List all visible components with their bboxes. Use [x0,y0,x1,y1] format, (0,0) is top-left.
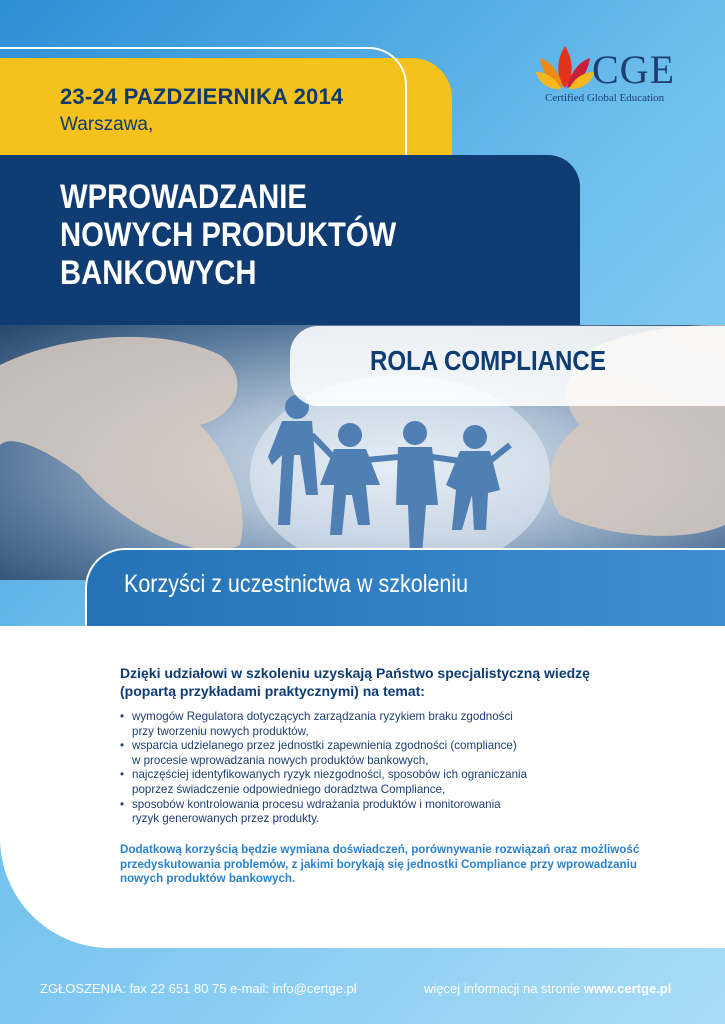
list-item-line: • najczęściej identyfikowanych ryzyk niezgodności, sposobów ich ograniczania [132,768,528,782]
page-title [60,178,464,292]
website-link[interactable]: www.certge.pl [583,981,672,996]
title-line-2: NOWYCH PRODUKTÓW [60,216,397,254]
footer-more-info [424,981,671,996]
extra-line-2: przedyskutowania problemów, z jakimi borykają się jednostki Compliance przy wprowadzaniu [120,857,637,871]
more-info-label: więcej informacji na stronie [424,981,581,996]
list-item [120,739,590,768]
list-item [120,710,590,739]
additional-benefit [120,843,680,887]
footer-contact: ZGŁOSZENIA: fax 22 651 80 75 e-mail: info@certge.pl [40,981,357,996]
list-item [120,768,590,797]
extra-line-1: Dodatkową korzyścią będzie wymiana doświadczeń, porównywanie rozwiązań oraz możliwość [120,843,640,856]
benefits-lead [120,664,680,700]
extra-line-3: nowych produktów bankowych. [120,872,296,886]
benefits-list [120,710,590,827]
lotus-logo-icon [536,44,594,90]
benefits-heading: Korzyści z uczestnictwa w szkoleniu [124,570,469,598]
lead-line-2: (popartą przykładami praktycznymi) na temat: [120,683,425,699]
list-item-line: ryzyk generowanych przez produkty. [132,812,320,826]
logo-subtitle: Certified Global Education [545,92,665,104]
logo-wordmark: CGE [592,47,675,92]
event-date: 23-24 PAZDZIERNIKA 2014 [60,84,344,109]
event-city: Warszawa, [60,114,154,135]
list-item-line: • wymogów Regulatora dotyczących zarządzania ryzykiem braku zgodności [132,710,513,723]
list-item-line: w procesie wprowadzania nowych produktów bankowych, [132,753,429,767]
list-item-line: poprzez świadczenie odpowiedniego doradztwa Compliance, [132,782,446,796]
title-line-1: WPROWADZANIE [60,178,307,216]
lead-line-1: Dzięki udziałowi w szkoleniu uzyskają Państwo specjalistyczną wiedzę [120,665,590,681]
list-item-line: przy tworzeniu nowych produktów, [132,724,309,738]
subtitle: ROLA COMPLIANCE [370,345,606,376]
list-item [120,798,590,827]
list-item-line: • wsparcia udzielanego przez jednostki zapewnienia zgodności (compliance) [132,739,517,753]
title-line-3: BANKOWYCH [60,254,257,292]
list-item-line: • sposobów kontrolowania procesu wdrażania produktów i monitorowania [132,797,501,811]
